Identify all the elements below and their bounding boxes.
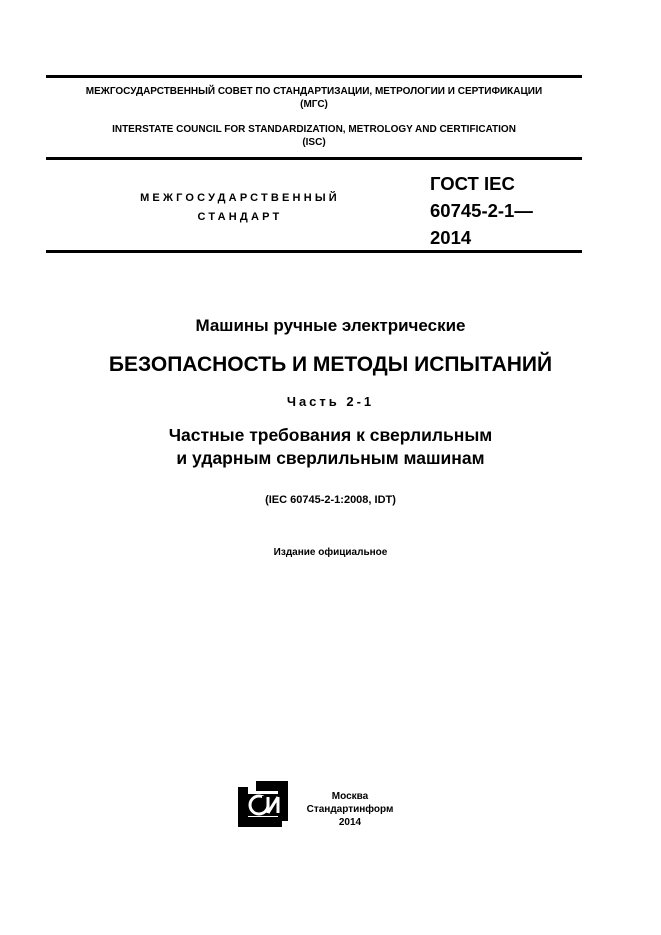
standard-code-line2: 60745-2-1— — [430, 200, 533, 221]
standard-kind — [100, 189, 380, 227]
document-subject: БЕЗОПАСНОСТЬ И МЕТОДЫ ИСПЫТАНИЙ — [108, 353, 553, 376]
standartinform-logo-icon — [238, 781, 288, 827]
top-rule — [46, 75, 582, 78]
council-en-name: INTERSTATE COUNCIL FOR STANDARDIZATION, METROLOGY AND CERTIFICATION — [112, 124, 516, 135]
standard-code — [430, 170, 533, 251]
council-ru-abbr: (МГС) — [300, 98, 328, 110]
iec-reference: (IEC 60745-2-1:2008, IDT) — [265, 494, 396, 506]
publisher-city: Москва — [331, 791, 369, 802]
council-ru-name: МЕЖГОСУДАРСТВЕННЫЙ СОВЕТ ПО СТАНДАРТИЗАЦИИ, МЕТРОЛОГИИ И СЕРТИФИКАЦИИ — [85, 86, 543, 97]
middle-rule — [46, 157, 582, 160]
standard-kind-line2: СТАНДАРТ — [197, 211, 283, 223]
standard-code-line1: ГОСТ IEC — [430, 173, 515, 194]
publisher-name: Стандартинформ — [306, 804, 394, 815]
edition-note: Издание официальное — [273, 547, 388, 558]
document-subtitle-line1: Частные требования к сверлильным — [168, 425, 493, 445]
council-ru — [46, 86, 582, 111]
council-en-abbr: (ISC) — [302, 136, 326, 148]
bottom-rule — [46, 250, 582, 253]
document-title: Машины ручные электрические — [195, 316, 466, 335]
document-part: Часть 2-1 — [286, 394, 375, 409]
publisher-block — [292, 790, 408, 829]
document-subtitle-line2: и ударным сверлильным машинам — [176, 448, 485, 468]
council-en — [46, 124, 582, 149]
standard-kind-line1: МЕЖГОСУДАРСТВЕННЫЙ — [140, 192, 340, 204]
standard-code-line3: 2014 — [430, 227, 472, 248]
publisher-year: 2014 — [338, 817, 362, 828]
document-subtitle — [0, 424, 661, 470]
